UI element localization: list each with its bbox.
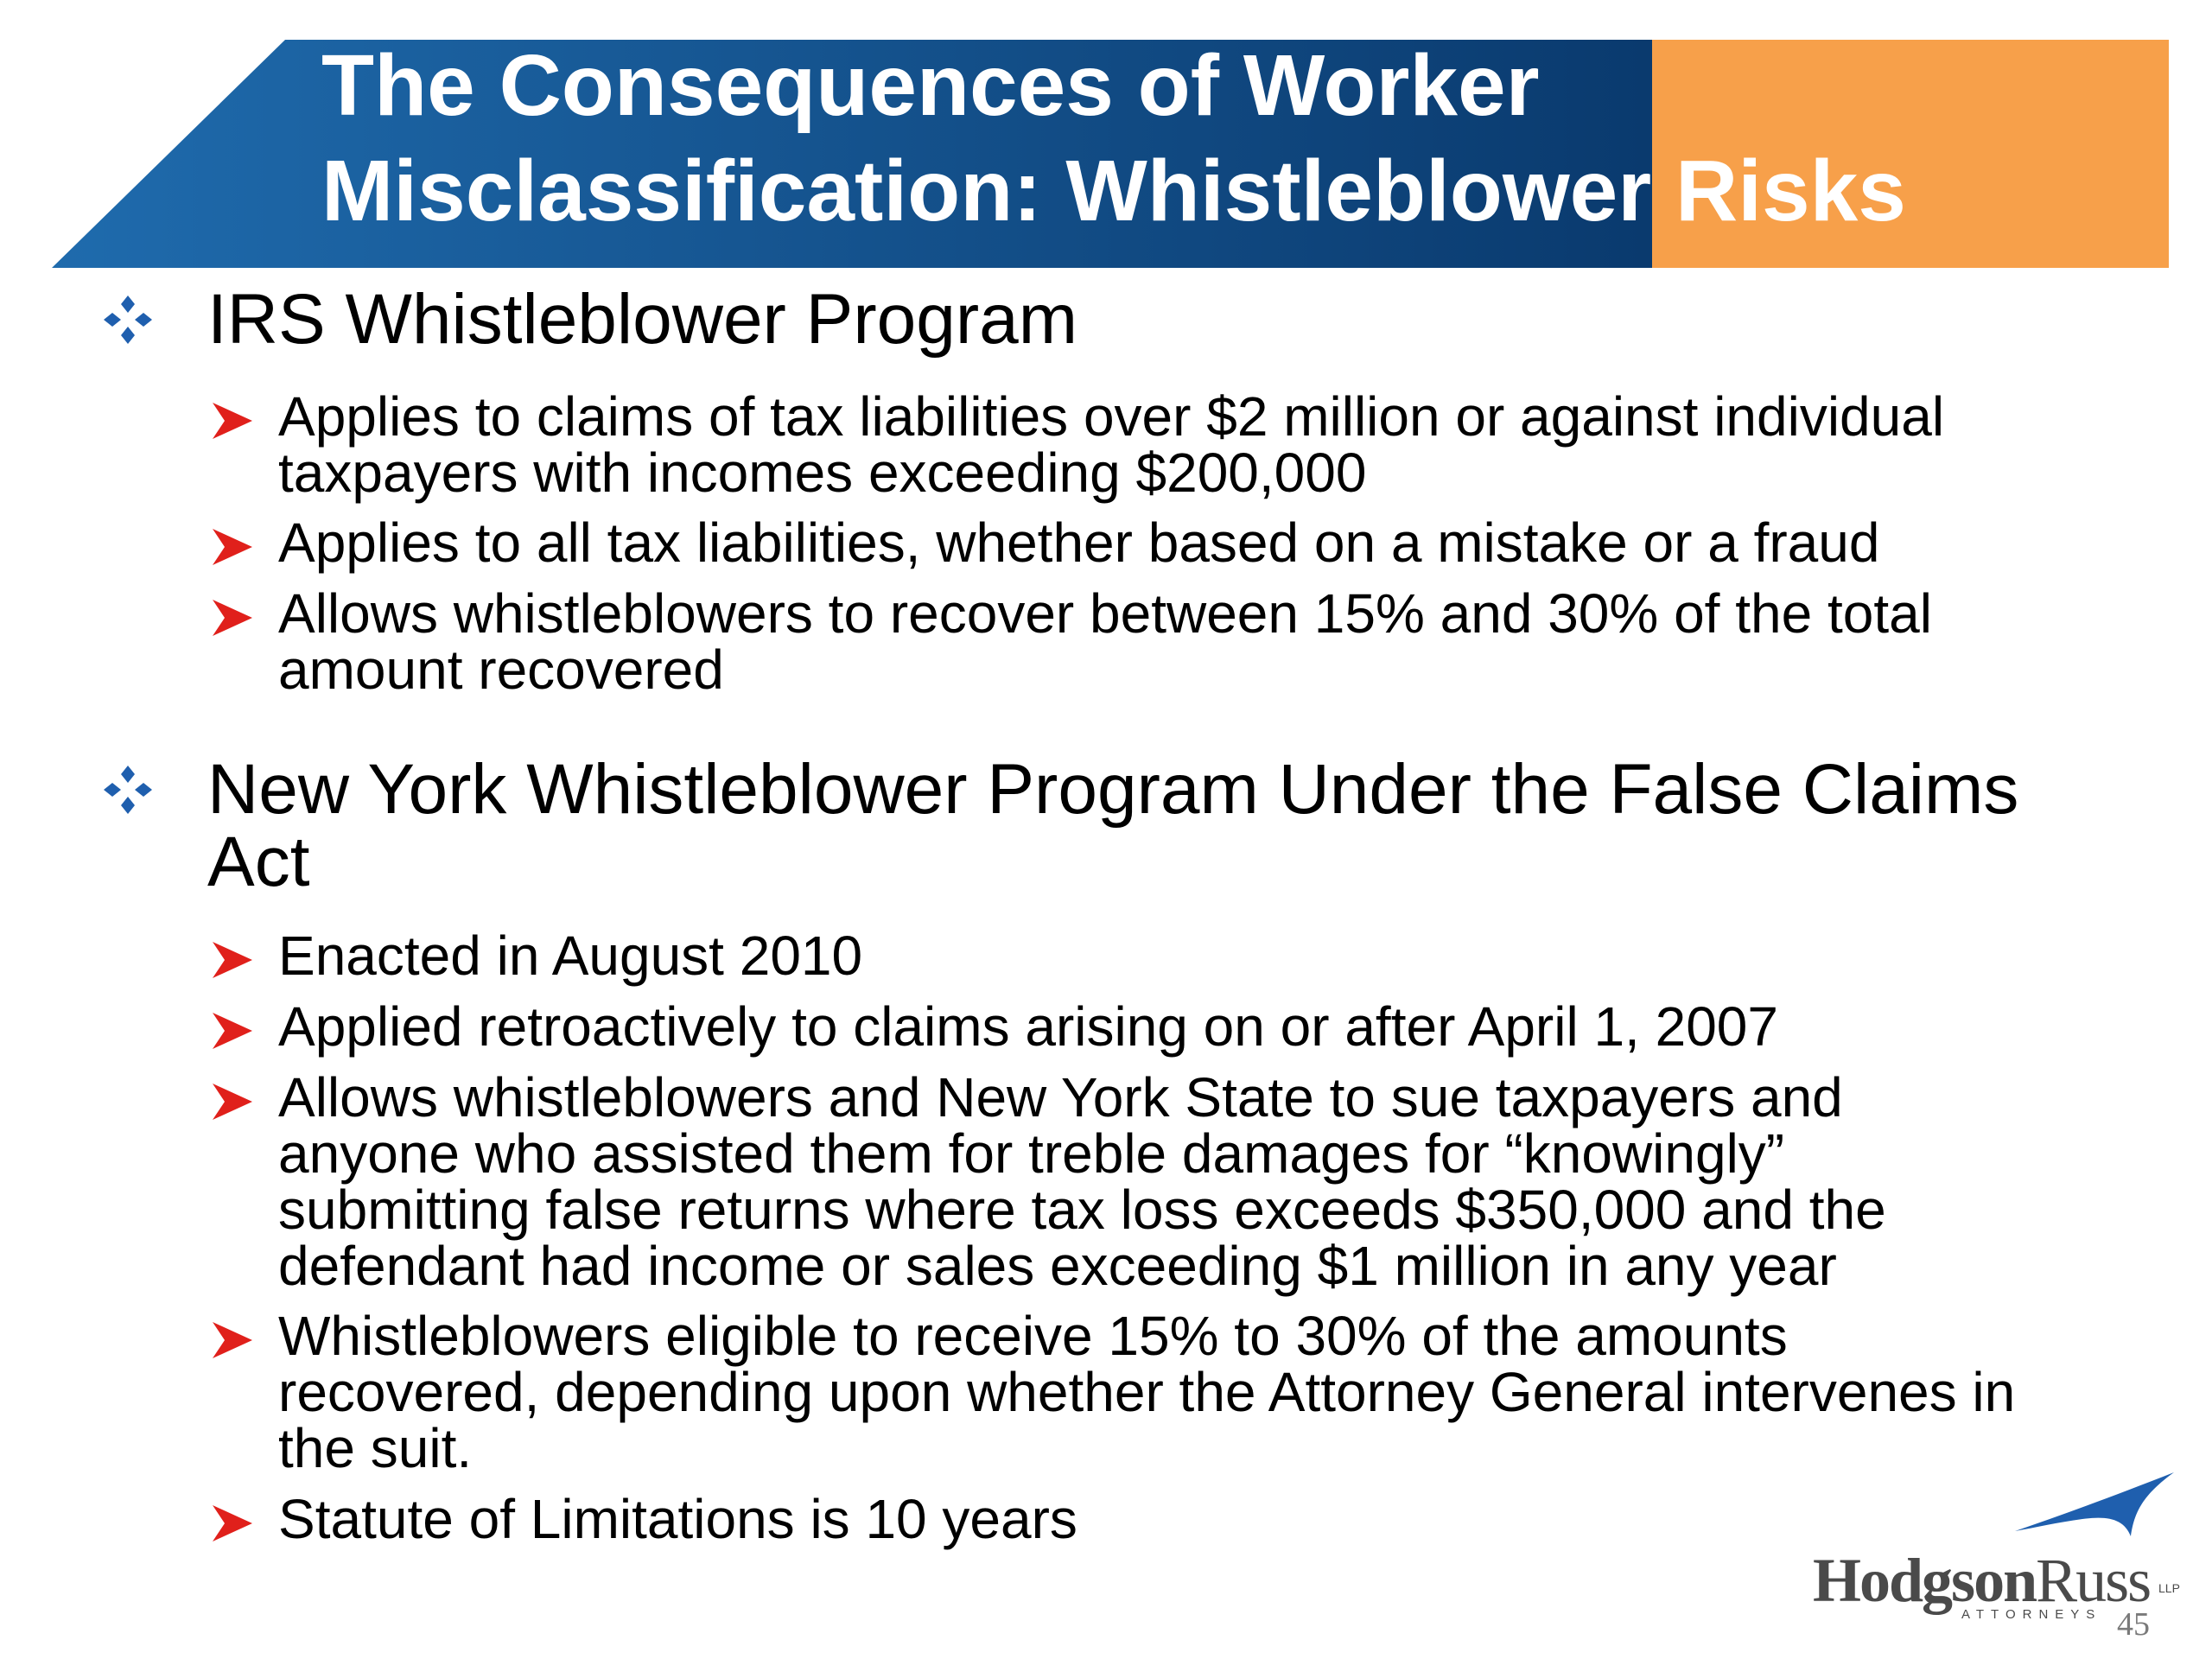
logo-subtitle: ATTORNEYS bbox=[1961, 1607, 2102, 1622]
diamond-cluster-icon bbox=[102, 294, 154, 346]
arrowhead-icon bbox=[209, 1317, 256, 1363]
logo-llp: LLP bbox=[2158, 1581, 2180, 1595]
bullet-ny-2: Applied retroactively to claims arising on or after April 1, 2007 bbox=[278, 995, 1778, 1058]
logo-wordmark: HodgsonRuss bbox=[1813, 1546, 2151, 1615]
arrowhead-icon bbox=[209, 397, 256, 444]
diamond-cluster-icon bbox=[102, 764, 154, 816]
bullet-ny-1: Enacted in August 2010 bbox=[278, 925, 863, 987]
title-line-2: Misclassification: Whistleblower Risks bbox=[321, 143, 1906, 239]
arrowhead-icon bbox=[209, 1007, 256, 1054]
page-number: 45 bbox=[2117, 1606, 2150, 1643]
bullet-irs-1: Applies to claims of tax liabilities over $2 million or against individual taxpayers with incomes exceeding $200,000 bbox=[278, 385, 1945, 504]
bullet-ny-3: Allows whistleblowers and New York State to sue taxpayers and anyone who assisted them for treble damages for “knowingly” submitting false returns where tax loss exceeds $350,000 and the defendant had income or sales exceeding $1 million in any year bbox=[278, 1066, 1886, 1297]
title-line-1: The Consequences of Worker bbox=[321, 37, 1540, 134]
arrowhead-icon bbox=[209, 524, 256, 570]
bullet-ny-5: Statute of Limitations is 10 years bbox=[278, 1488, 1077, 1550]
swoosh-icon bbox=[2013, 1469, 2177, 1538]
arrowhead-icon bbox=[209, 1078, 256, 1125]
bullet-ny-4: Whistleblowers eligible to receive 15% to 30% of the amounts recovered, depending upon whether the Attorney General intervenes in the suit. bbox=[278, 1305, 2016, 1479]
arrowhead-icon bbox=[209, 1500, 256, 1547]
bullet-irs-3: Allows whistleblowers to recover between 15% and 30% of the total amount recovered bbox=[278, 582, 1932, 701]
section-heading-irs: IRS Whistleblower Program bbox=[207, 280, 1078, 359]
hodgson-russ-logo bbox=[1806, 1469, 2186, 1624]
bullet-irs-2: Applies to all tax liabilities, whether based on a mistake or a fraud bbox=[278, 512, 1880, 574]
arrowhead-icon bbox=[209, 937, 256, 983]
section-heading-ny: New York Whistleblower Program Under the False Claims Act bbox=[207, 750, 2019, 901]
arrowhead-icon bbox=[209, 594, 256, 641]
